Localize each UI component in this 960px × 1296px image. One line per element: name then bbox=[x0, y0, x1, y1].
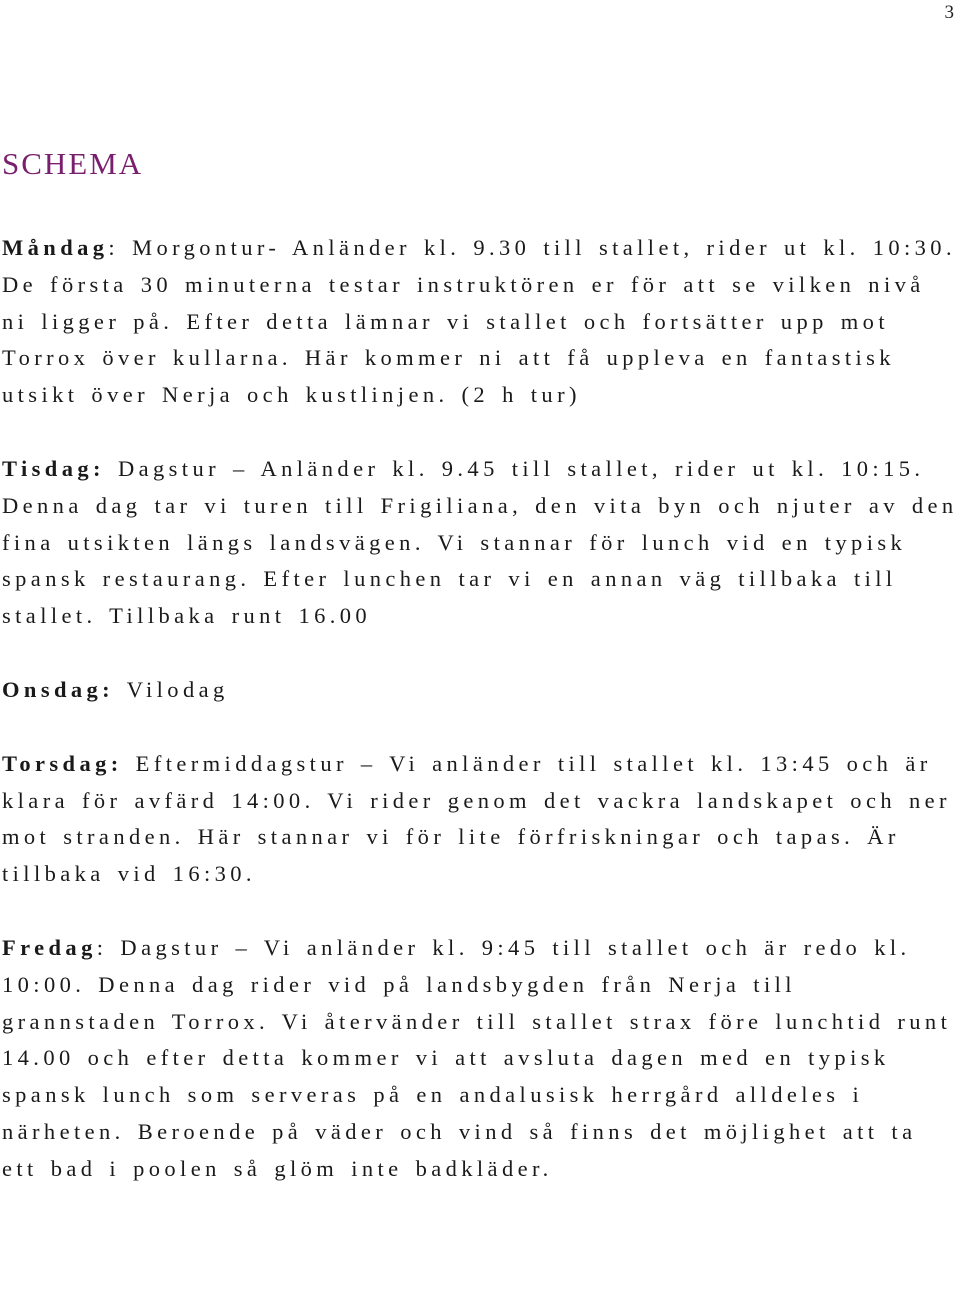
page-number: 3 bbox=[944, 2, 954, 23]
day-description-thursday: Eftermiddagstur – Vi anländer till stallet kl. 13:45 och är klara för avfärd 14:00. Vi rider genom det vackra landskapet och ner mot stranden. Här stannar vi för lite förfriskningar och tapas. Är tillbaka vid 16:30. bbox=[2, 750, 951, 887]
day-description-tuesday: Dagstur – Anländer kl. 9.45 till stallet, rider ut kl. 10:15. Denna dag tar vi turen till Frigiliana, den vita byn och njuter av den fina utsikten längs landsvägen. Vi stannar för lunch vid en typisk spansk restaurang. Efter lunchen tar vi en annan väg tillbaka till stallet. Tillbaka runt 16.00 bbox=[2, 455, 958, 629]
schedule-entry-wednesday bbox=[2, 672, 960, 709]
day-description-monday: Morgontur- Anländer kl. 9.30 till stallet, rider ut kl. 10:30. De första 30 minuterna testar instruktören er för att se vilken nivå ni ligger på. Efter detta lämnar vi stallet och fortsätter upp mot Torrox över kullarna. Här kommer ni att få uppleva en fantastisk utsikt över Nerja och kustlinjen. (2 h tur) bbox=[2, 235, 956, 408]
day-label-friday: Fredag bbox=[2, 934, 97, 960]
day-label-monday: Måndag bbox=[2, 235, 109, 260]
schedule-entry-tuesday bbox=[2, 451, 960, 635]
day-description-wednesday: Vilodag bbox=[126, 676, 229, 702]
schedule-entry-monday bbox=[2, 230, 960, 414]
schedule-entry-friday bbox=[2, 930, 960, 1188]
page-title: SCHEMA bbox=[2, 146, 144, 181]
day-separator bbox=[105, 456, 118, 481]
day-label-wednesday: Onsdag: bbox=[2, 676, 115, 702]
day-separator: : bbox=[108, 235, 133, 260]
day-separator bbox=[123, 751, 136, 776]
day-separator bbox=[114, 677, 127, 702]
day-label-thursday: Torsdag: bbox=[2, 750, 123, 776]
schedule-entry-thursday bbox=[2, 746, 960, 893]
day-separator: : bbox=[96, 934, 121, 960]
schedule bbox=[2, 230, 960, 1225]
day-description-friday: Dagstur – Vi anländer kl. 9:45 till stallet och är redo kl. 10:00. Denna dag rider vid på landsbygden från Nerja till grannstaden Torrox. Vi återvänder till stallet strax före lunchtid runt 14.00 och efter detta kommer vi att avsluta dagen med en typisk spansk lunch som serveras på en andalusisk herrgård alldeles i närheten. Beroende på väder och vind så finns det möjlighet att ta ett bad i poolen så glöm inte badkläder. bbox=[2, 934, 952, 1181]
day-label-tuesday: Tisdag: bbox=[2, 455, 105, 481]
